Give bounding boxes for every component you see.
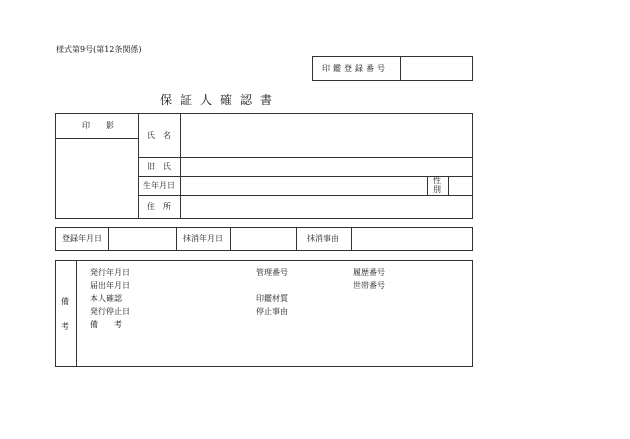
divider bbox=[400, 56, 401, 81]
status-row-box bbox=[55, 227, 473, 251]
divider bbox=[138, 176, 473, 177]
cancel-reason-label: 抹消事由 bbox=[307, 234, 339, 243]
remarks-item: 本人確認 bbox=[90, 294, 122, 303]
remarks-item: 管理番号 bbox=[256, 268, 288, 277]
registered-date-label: 登録年月日 bbox=[62, 234, 102, 243]
main-info-box bbox=[55, 113, 473, 219]
divider bbox=[351, 227, 352, 251]
remarks-side-label-1: 備 bbox=[61, 297, 69, 306]
divider bbox=[76, 260, 77, 367]
divider bbox=[230, 227, 231, 251]
remarks-item: 停止事由 bbox=[256, 307, 288, 316]
form-number: 様式第9号(第12条関係) bbox=[56, 45, 142, 54]
divider bbox=[176, 227, 177, 251]
birthdate-label: 生年月日 bbox=[143, 181, 175, 190]
remarks-side-label-2: 考 bbox=[61, 322, 69, 331]
divider bbox=[448, 176, 449, 195]
divider bbox=[55, 138, 138, 139]
remarks-item: 発行停止日 bbox=[90, 307, 130, 316]
name-label: 氏 名 bbox=[147, 131, 171, 140]
remarks-item: 世帯番号 bbox=[353, 281, 385, 290]
divider bbox=[138, 157, 473, 158]
divider bbox=[138, 113, 139, 219]
gender-label: 性別 bbox=[433, 176, 441, 194]
divider bbox=[180, 113, 181, 219]
divider bbox=[296, 227, 297, 251]
page-title: 保証人確認書 bbox=[160, 93, 281, 107]
remarks-item: 備 考 bbox=[90, 320, 122, 329]
remarks-item: 印鑑材質 bbox=[256, 294, 288, 303]
remarks-item: 履歴番号 bbox=[353, 268, 385, 277]
remarks-item: 発行年月日 bbox=[90, 268, 130, 277]
cancelled-date-label: 抹消年月日 bbox=[183, 234, 223, 243]
seal-image-label: 印 影 bbox=[82, 121, 114, 130]
divider bbox=[138, 195, 473, 196]
divider bbox=[427, 176, 428, 195]
former-name-label: 旧 氏 bbox=[147, 162, 171, 171]
seal-reg-label: 印鑑登録番号 bbox=[322, 64, 388, 73]
address-label: 住 所 bbox=[147, 202, 171, 211]
remarks-item: 届出年月日 bbox=[90, 281, 130, 290]
divider bbox=[108, 227, 109, 251]
